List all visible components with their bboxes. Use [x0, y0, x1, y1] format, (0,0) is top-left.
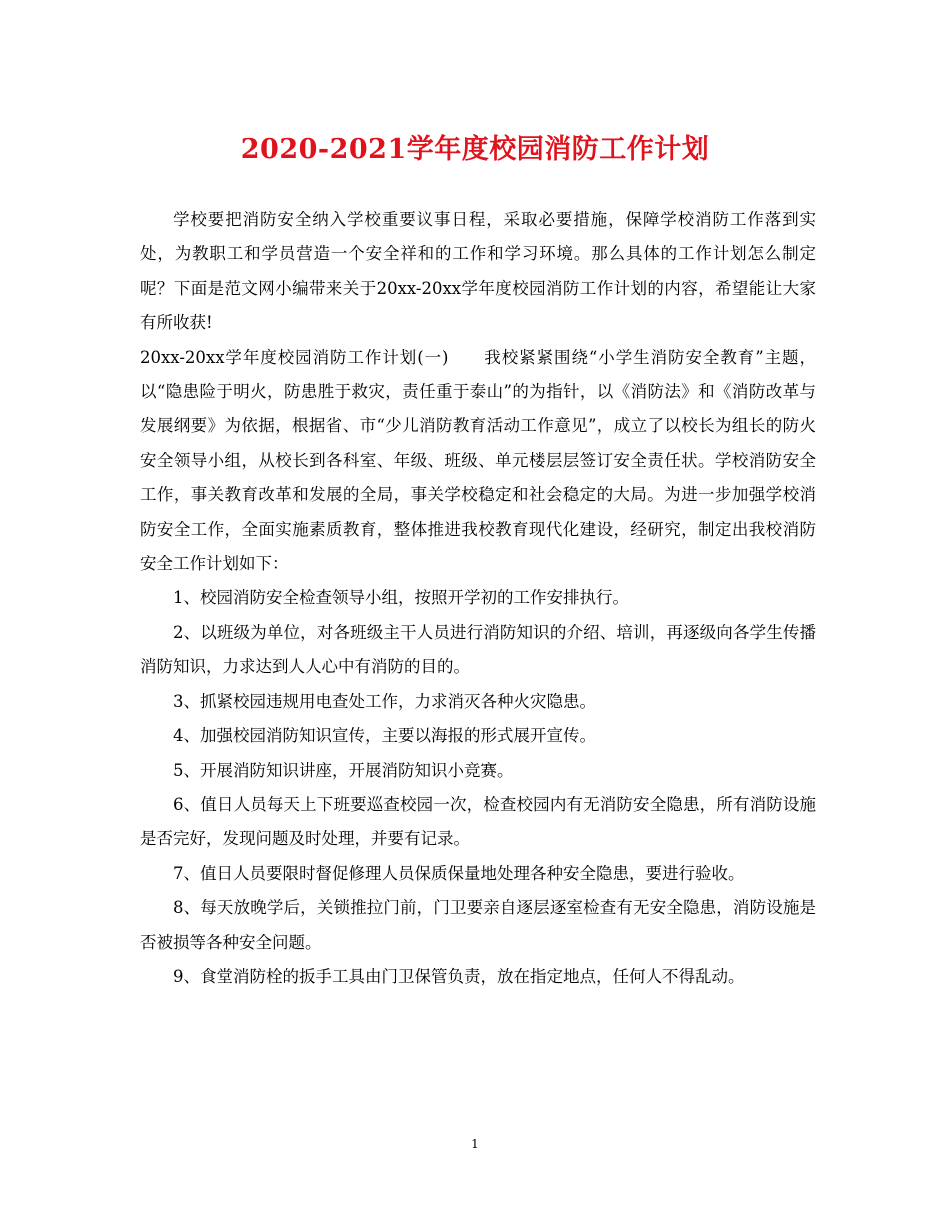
plan-item-5: 5、开展消防知识讲座，开展消防知识小竞赛。: [173, 760, 514, 780]
plan-item-2: 2、以班级为单位，对各班级主干人员进行消防知识的介绍、培训，再逐级向各学生传播消防知识，力求达到人人心中有消防的目的。: [140, 622, 816, 677]
plan-item-4: 4、加强校园消防知识宣传，主要以海报的形式展开宣传。: [173, 726, 596, 746]
document-body: [140, 203, 816, 994]
intro-paragraph: 学校要把消防安全纳入学校重要议事日程，采取必要措施，保障学校消防工作落到实处，为教职工和学员营造一个安全祥和的工作和学习环境。那么具体的工作计划怎么制定呢？下面是范文网小编带来关于20xx-20xx学年度校园消防工作计划的内容，希望能让大家有所收获!: [140, 210, 816, 333]
plan-item-6: 6、值日人员每天上下班要巡查校园一次，检查校园内有无消防安全隐患，所有消防设施是否完好，发现问题及时处理，并要有记录。: [140, 794, 816, 849]
plan-item-9: 9、食堂消防栓的扳手工具由门卫保管负责，放在指定地点，任何人不得乱动。: [173, 966, 745, 986]
plan-item-1: 1、校园消防安全检查领导小组，按照开学初的工作安排执行。: [173, 588, 629, 608]
plan-item-7: 7、值日人员要限时督促修理人员保质保量地处理各种安全隐患，要进行验收。: [173, 863, 745, 883]
page-number: 1: [471, 1137, 479, 1151]
plan-item-3: 3、抓紧校园违规用电查处工作，力求消灭各种火灾隐患。: [173, 691, 596, 711]
plan-intro-paragraph: 20xx-20xx学年度校园消防工作计划(一) 我校紧紧围绕“小学生消防安全教育”主题，以“隐患险于明火，防患胜于救灾，责任重于泰山”的为指针，以《消防法》和《消防改革与发展纲要》为依据，根据省、市“少儿消防教育活动工作意见”，成立了以校长为组长的防火安全领导小组，从校长到各科室、年级、班级、单元楼层层签订安全责任状。学校消防安全工作，事关教育改革和发展的全局，事关学校稳定和社会稳定的大局。为进一步加强学校消防安全工作，全面实施素质教育，整体推进我校教育现代化建设，经研究，制定出我校消防安全工作计划如下：: [140, 347, 816, 574]
plan-item-8: 8、每天放晚学后，关锁推拉门前，门卫要亲自逐层逐室检查有无安全隐患，消防设施是否被损等各种安全问题。: [140, 898, 816, 952]
document-title: 2020-2021学年度校园消防工作计划: [240, 134, 710, 165]
